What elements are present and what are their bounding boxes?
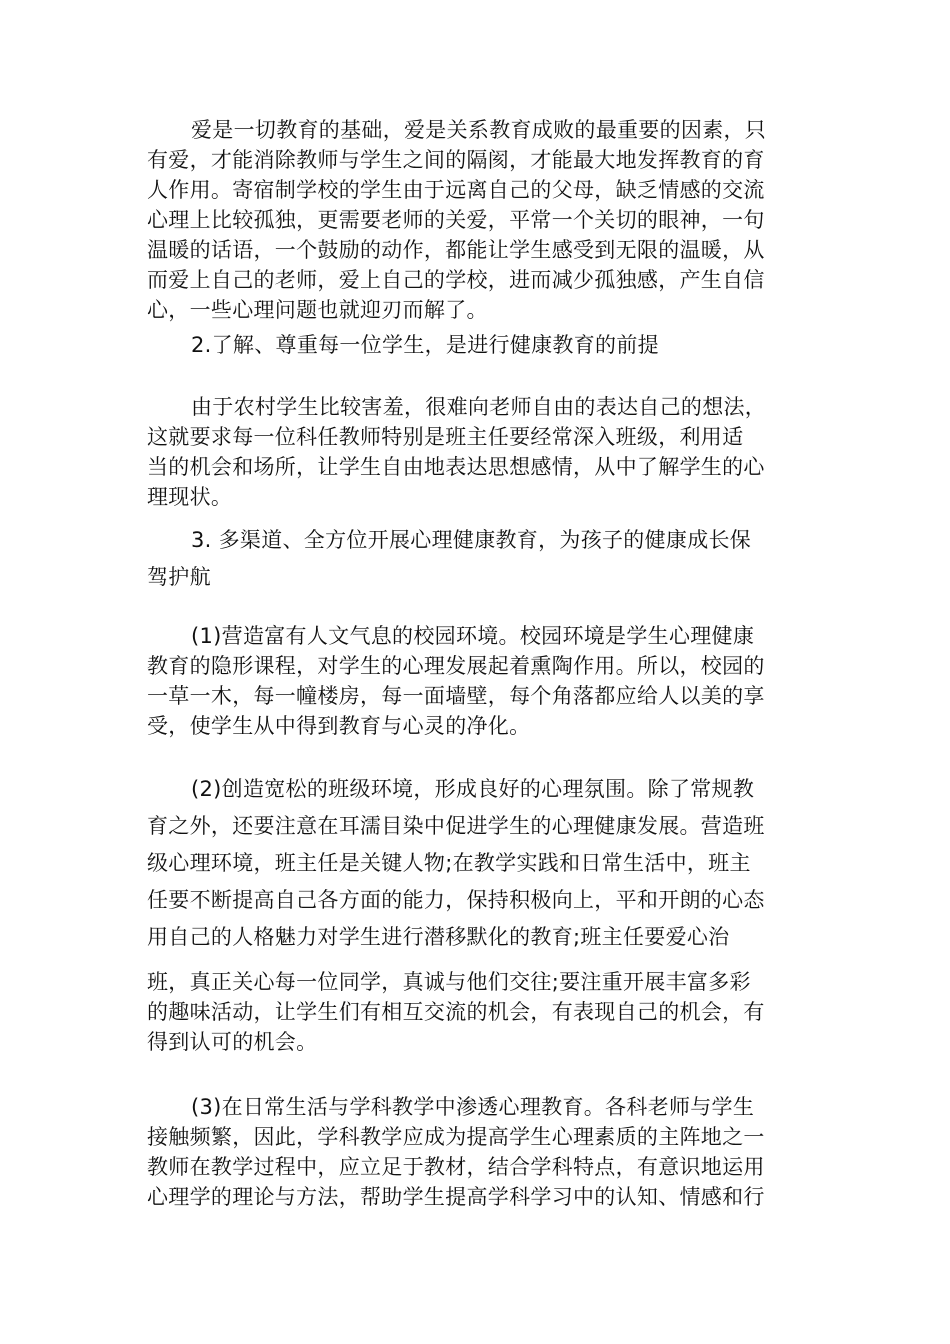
paragraph-love-foundation: [147, 115, 817, 325]
text-line: 有爱，才能消除教师与学生之间的隔阂，才能最大地发挥教育的育: [147, 148, 765, 172]
text-line: 当的机会和场所，让学生自由地表达思想感情，从中了解学生的心: [147, 455, 765, 479]
paragraph-daily-life-teaching: [147, 1092, 817, 1212]
text-line: 班，真正关心每一位同学，真诚与他们交往;要注重开展丰富多彩: [147, 970, 751, 994]
section-heading-text: 3. 多渠道、全方位开展心理健康教育，为孩子的健康成长保: [191, 528, 752, 552]
section-heading-text: 驾护航: [147, 565, 211, 589]
text-line: 用自己的人格魅力对学生进行潜移默化的教育;班主任要爱心治: [147, 925, 730, 949]
text-line: 得到认可的机会。: [147, 1030, 318, 1054]
text-line: 接触频繁，因此，学科教学应成为提高学生心理素质的主阵地之一: [147, 1125, 765, 1149]
text-line: 心，一些心理问题也就迎刃而解了。: [147, 298, 488, 322]
text-line: 级心理环境，班主任是关键人物;在教学实践和日常生活中，班主: [147, 851, 751, 875]
text-line: 这就要求每一位科任教师特别是班主任要经常深入班级，利用适: [147, 425, 744, 449]
text-line: 任要不断提高自己各方面的能力，保持积极向上，平和开朗的心态: [147, 888, 765, 912]
text-line: 由于农村学生比较害羞，很难向老师自由的表达自己的想法，: [191, 395, 767, 419]
paragraph-rural-students: [147, 392, 817, 512]
text-line: (1)营造富有人文气息的校园环境。校园环境是学生心理健康: [191, 624, 755, 648]
text-line: 一草一木，每一幢楼房，每一面墙壁，每个角落都应给人以美的享: [147, 684, 765, 708]
text-line: 教育的隐形课程，对学生的心理发展起着熏陶作用。所以，校园的: [147, 654, 765, 678]
text-line: 受，使学生从中得到教育与心灵的净化。: [147, 714, 531, 738]
text-line: 爱是一切教育的基础，爱是关系教育成败的最重要的因素，只: [191, 118, 767, 142]
section-heading-3: [147, 522, 817, 596]
section-heading-text: 2.了解、尊重每一位学生，是进行健康教育的前提: [191, 333, 659, 357]
text-line: 心理上比较孤独，更需要老师的关爱，平常一个关切的眼神，一句: [147, 208, 765, 232]
paragraph-class-environment-continued: [147, 967, 817, 1057]
text-line: (3)在日常生活与学科教学中渗透心理教育。各科老师与学生: [191, 1095, 755, 1119]
text-line: 育之外，还要注意在耳濡目染中促进学生的心理健康发展。营造班: [147, 814, 765, 838]
text-line: 理现状。: [147, 485, 233, 509]
text-line: 心理学的理论与方法，帮助学生提高学科学习中的认知、情感和行: [147, 1185, 765, 1209]
text-line: 的趣味活动，让学生们有相互交流的机会，有表现自己的机会，有: [147, 1000, 765, 1024]
section-heading-2: [147, 330, 817, 360]
text-line: 教师在教学过程中，应立足于教材，结合学科特点，有意识地运用: [147, 1155, 765, 1179]
paragraph-campus-environment: [147, 621, 817, 741]
text-line: (2)创造宽松的班级环境，形成良好的心理氛围。除了常规教: [191, 777, 755, 801]
text-line: 而爱上自己的老师，爱上自己的学校，进而减少孤独感，产生自信: [147, 268, 765, 292]
text-line: 温暖的话语，一个鼓励的动作，都能让学生感受到无限的温暖，从: [147, 238, 765, 262]
paragraph-class-environment: [147, 771, 817, 956]
text-line: 人作用。寄宿制学校的学生由于远离自己的父母，缺乏情感的交流: [147, 178, 765, 202]
